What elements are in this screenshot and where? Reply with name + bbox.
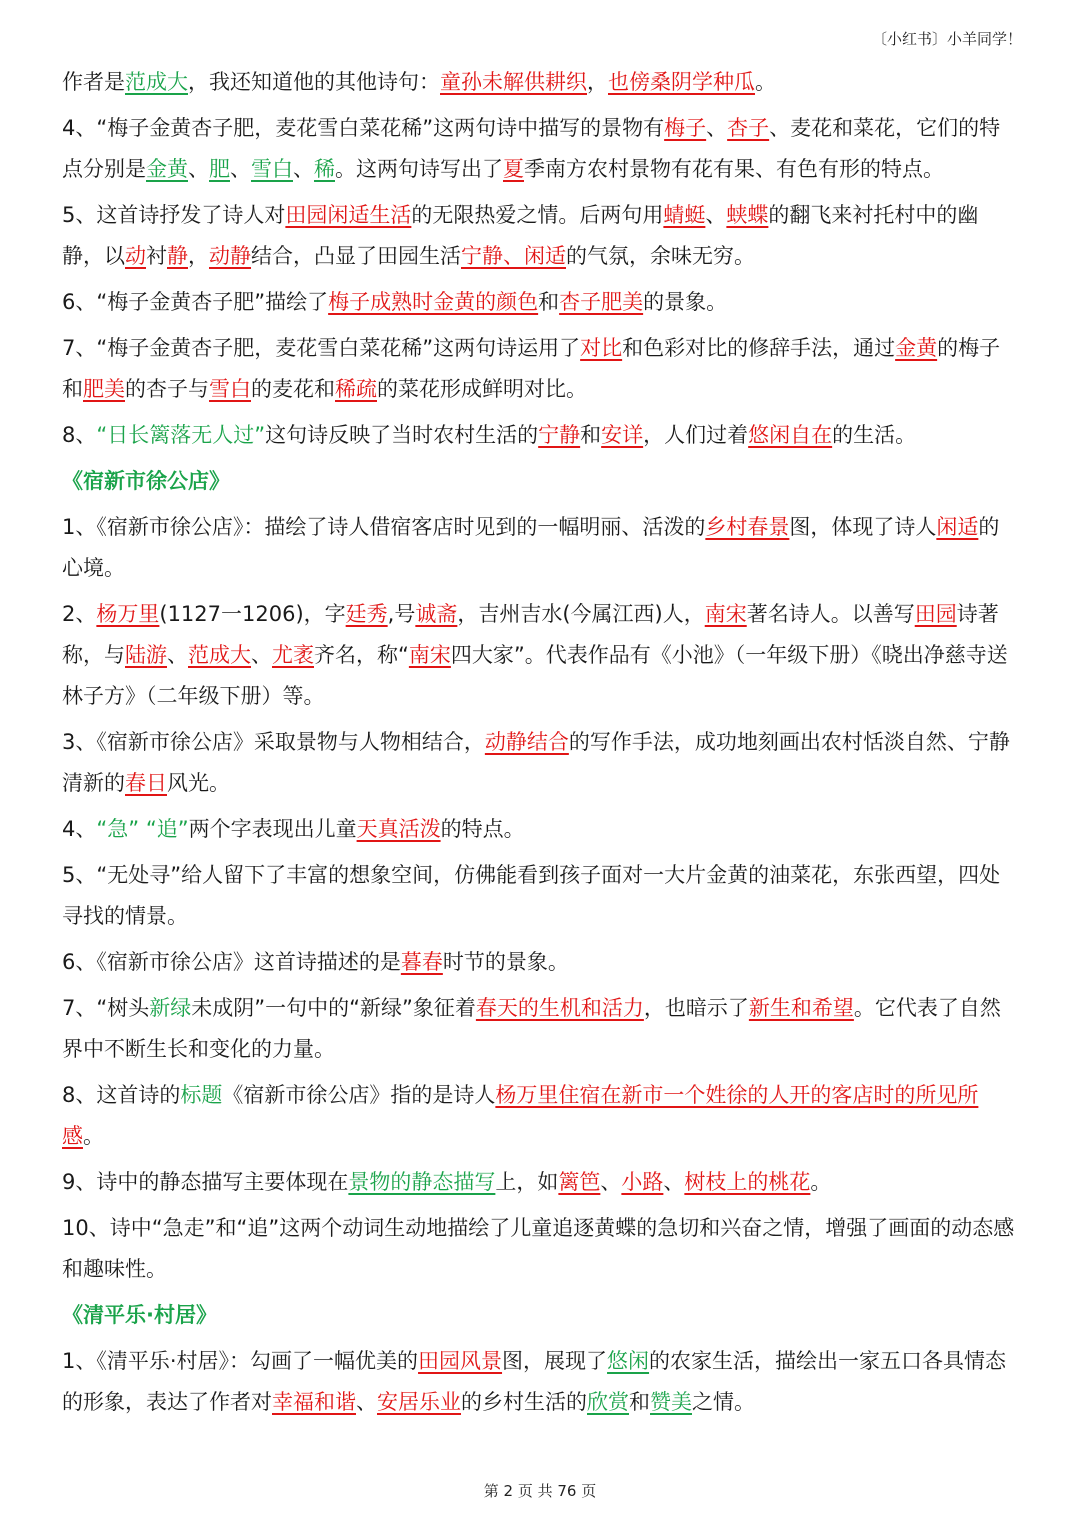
text-run [139, 817, 146, 841]
text-run: 季南方农村景物有花有果、有色有形的特点。 [524, 157, 944, 181]
text-run: 7、“树头 [62, 996, 150, 1020]
highlighted-answer: 杏子 [727, 116, 770, 140]
highlighted-answer: 动静 [209, 244, 251, 268]
text-run: 、 [167, 643, 188, 667]
text-run: 著名诗人。以善写 [746, 602, 915, 626]
highlighted-answer: 春日 [125, 771, 167, 795]
text-run: 《宿新市徐公店》指的是诗人 [222, 1083, 496, 1107]
text-run: ，我还知道他的其他诗句： [188, 70, 440, 94]
highlighted-answer: 闲适 [936, 515, 979, 539]
text-run: 结合，凸显了田园生活 [251, 244, 461, 268]
highlighted-answer: “日长篱落无人过” [96, 423, 266, 447]
text-run: 、 [356, 1390, 377, 1414]
paragraph [62, 62, 1018, 103]
highlighted-answer: 新生和希望 [748, 996, 854, 1020]
text-run: 和 [580, 423, 602, 447]
text-run: 的农家生活，描绘出一家五口各具情态的形象，表达了作者对 [62, 1349, 1007, 1414]
text-run: 5、这首诗抒发了诗人对 [62, 203, 286, 227]
text-run: 的生活。 [832, 423, 917, 447]
text-run: 。 [810, 1170, 832, 1194]
paragraph [62, 942, 1018, 983]
highlighted-answer: 篱笆 [558, 1170, 601, 1194]
paragraph [62, 1208, 1018, 1290]
highlighted-answer: 梅子 [664, 116, 707, 140]
text-run: 和 [629, 1390, 650, 1414]
text-run: 。它代表了自然界中不断生长和变化的力量。 [62, 996, 1001, 1061]
text-run: 、 [293, 157, 314, 181]
highlighted-answer: 景物的静态描写 [348, 1170, 496, 1194]
highlighted-answer: 天真活泼 [356, 817, 441, 841]
highlighted-answer: 陆游 [125, 643, 167, 667]
text-run: 衬 [146, 244, 167, 268]
text-run: 、 [705, 203, 727, 227]
paragraph [62, 415, 1018, 456]
paragraph [62, 282, 1018, 323]
highlighted-answer: 悠闲 [607, 1349, 650, 1373]
highlighted-answer: 蜻蜓 [663, 203, 706, 227]
text-run: 6、《宿新市徐公店》这首诗描述的是 [62, 950, 401, 974]
text-run: ， [587, 70, 608, 94]
text-run: 。 [83, 1124, 104, 1148]
paragraph [62, 809, 1018, 850]
text-run: 、 [600, 1170, 622, 1194]
highlighted-answer: 树枝上的桃花 [684, 1170, 811, 1194]
highlighted-answer: 金黄 [895, 336, 938, 360]
text-run: 6、“梅子金黄杏子肥”描绘了 [62, 290, 329, 314]
text-run: 的麦花和 [251, 377, 335, 401]
page-number: 第 2 页 共 76 页 [483, 1482, 597, 1500]
section-heading: 《宿新市徐公店》 [62, 469, 230, 493]
highlighted-answer: 杏子肥美 [559, 290, 644, 314]
text-run: 3、《宿新市徐公店》采取景物与人物相结合， [62, 730, 485, 754]
text-run: 的特点。 [440, 817, 525, 841]
text-run: 和色彩对比的修辞手法，通过 [622, 336, 896, 360]
text-run: 的菜花形成鲜明对比。 [377, 377, 587, 401]
highlighted-answer: 标题 [180, 1083, 223, 1107]
highlighted-answer: 尤袤 [272, 643, 314, 667]
text-run: 四大家”。代表作品有《小池》（一年级下册）《晓出净慈寺送林子方》（二年级下册）等。 [62, 643, 1008, 708]
highlighted-answer: 稀 [314, 157, 335, 181]
highlighted-answer: 新绿 [149, 996, 192, 1020]
highlighted-answer: 幸福和谐 [272, 1390, 356, 1414]
text-run: ，也暗示了 [643, 996, 749, 1020]
paragraph [62, 1341, 1018, 1423]
text-run: 7、“梅子金黄杏子肥，麦花雪白菜花稀”这两句诗运用了 [62, 336, 581, 360]
text-run: 风光。 [167, 771, 230, 795]
highlighted-answer: 雪白 [209, 377, 251, 401]
highlighted-answer: “追” [145, 817, 189, 841]
highlighted-answer: 动 [125, 244, 146, 268]
highlighted-answer: 诚斋 [415, 602, 458, 626]
paragraph [62, 855, 1018, 937]
highlighted-answer: 南宋 [408, 643, 451, 667]
paragraph [62, 988, 1018, 1070]
text-run: 、 [251, 643, 272, 667]
text-run: 之情。 [692, 1390, 755, 1414]
highlighted-answer: 南宋 [704, 602, 747, 626]
highlighted-answer: 廷秀 [345, 602, 388, 626]
text-run: 上，如 [495, 1170, 559, 1194]
document-body [62, 62, 1018, 1428]
text-run: 、 [230, 157, 251, 181]
highlighted-answer: “急” [96, 817, 140, 841]
text-run: 和 [538, 290, 560, 314]
text-run: 9、诗中的静态描写主要体现在 [62, 1170, 349, 1194]
paragraph [62, 195, 1018, 277]
highlighted-answer: 安详 [601, 423, 644, 447]
text-run: 1、《清平乐·村居》：勾画了一幅优美的 [62, 1349, 419, 1373]
highlighted-answer: 稀疏 [335, 377, 377, 401]
highlighted-answer: 静 [167, 244, 188, 268]
highlighted-answer: 动静结合 [484, 730, 569, 754]
text-run: ，人们过着 [643, 423, 749, 447]
highlighted-answer: 童孙未解供耕织 [440, 70, 587, 94]
text-run: 的心境。 [62, 515, 1000, 580]
text-run: 、麦花和菜花，它们的特点分别是 [62, 116, 1001, 181]
highlighted-answer: 赞美 [650, 1390, 692, 1414]
paragraph [62, 722, 1018, 804]
paragraph [62, 1075, 1018, 1157]
text-run: 的杏子与 [125, 377, 209, 401]
highlighted-answer: 田园 [914, 602, 957, 626]
text-run: 两个字表现出儿童 [188, 817, 357, 841]
highlighted-answer: 肥 [209, 157, 230, 181]
highlighted-answer: 杨万里住宿在新市一个姓徐的人开的客店时的所见所感 [62, 1083, 979, 1148]
paragraph [62, 328, 1018, 410]
text-run: 的翻飞来衬托村中的幽静，以 [62, 203, 979, 268]
text-run: 齐名，称“ [314, 643, 409, 667]
paragraph [62, 1162, 1018, 1203]
text-run: 诗著称，与 [62, 602, 999, 667]
text-run: 作者是 [62, 70, 125, 94]
text-run: 。这两句诗写出了 [335, 157, 503, 181]
text-run: 、 [706, 116, 728, 140]
text-run: 8、 [62, 423, 97, 447]
paragraph [62, 108, 1018, 190]
highlighted-answer: 杨万里 [96, 602, 160, 626]
highlighted-answer: 也傍桑阴学种瓜 [608, 70, 755, 94]
highlighted-answer: 小路 [621, 1170, 664, 1194]
text-run: 的乡村生活的 [461, 1390, 587, 1414]
text-run: 的景象。 [643, 290, 728, 314]
text-run: (1127一1206)，字 [159, 602, 346, 626]
highlighted-answer: 对比 [580, 336, 623, 360]
text-run: 、 [663, 1170, 685, 1194]
text-run: ,号 [387, 602, 416, 626]
highlighted-answer: 安居乐业 [377, 1390, 461, 1414]
header-note: 〔小红书〕小羊同学！ [871, 30, 1022, 48]
section-heading: 《清平乐·村居》 [62, 1303, 217, 1327]
highlighted-answer: 金黄 [146, 157, 188, 181]
text-run: 4、 [62, 817, 97, 841]
highlighted-answer: 田园风景 [418, 1349, 503, 1373]
text-run: 4、“梅子金黄杏子肥，麦花雪白菜花稀”这两句诗中描写的景物有 [62, 116, 665, 140]
paragraph [62, 507, 1018, 589]
text-run: 时节的景象。 [442, 950, 569, 974]
highlighted-answer: 暮春 [400, 950, 443, 974]
text-run: 、 [188, 157, 209, 181]
highlighted-answer: 蛱蝶 [726, 203, 769, 227]
text-run: 8、这首诗的 [62, 1083, 181, 1107]
highlighted-answer: 春天的生机和活力 [475, 996, 644, 1020]
highlighted-answer: 悠闲自在 [748, 423, 833, 447]
text-run: 2、 [62, 602, 97, 626]
text-run: 这句诗反映了当时农村生活的 [265, 423, 539, 447]
highlighted-answer: 雪白 [251, 157, 293, 181]
highlighted-answer: 范成大 [188, 643, 251, 667]
text-run: 5、“无处寻”给人留下了丰富的想象空间，仿佛能看到孩子面对一大片金黄的油菜花，东张西望，四处寻找的情景。 [62, 863, 1001, 928]
text-run: 的无限热爱之情。后两句用 [411, 203, 664, 227]
text-run: 的气氛，余味无穷。 [566, 244, 755, 268]
text-run: 未成阴”一句中的“新绿”象征着 [191, 996, 476, 1020]
highlighted-answer: 范成大 [125, 70, 188, 94]
highlighted-answer: 田园闲适生活 [285, 203, 412, 227]
text-run: 10、诗中“急走”和“追”这两个动词生动地描绘了儿童追逐黄蝶的急切和兴奋之情，增强了画面的动态感和趣味性。 [62, 1216, 1015, 1281]
text-run: ，吉州吉水(今属江西)人， [457, 602, 705, 626]
text-run: 1、《宿新市徐公店》：描绘了诗人借宿客店时见到的一幅明丽、活泼的 [62, 515, 706, 539]
highlighted-answer: 宁静、闲适 [461, 244, 566, 268]
highlighted-answer: 梅子成熟时金黄的颜色 [328, 290, 539, 314]
text-run: 图，体现了诗人 [789, 515, 937, 539]
text-run: 的写作手法，成功地刻画出农村恬淡自然、宁静清新的 [62, 730, 1010, 795]
highlighted-answer: 乡村春景 [705, 515, 790, 539]
highlighted-answer: 欣赏 [587, 1390, 629, 1414]
text-run: 图，展现了 [502, 1349, 608, 1373]
highlighted-answer: 肥美 [83, 377, 125, 401]
text-run: ， [188, 244, 209, 268]
highlighted-answer: 宁静 [538, 423, 581, 447]
paragraph [62, 594, 1018, 717]
highlighted-answer: 夏 [503, 157, 524, 181]
text-run: 。 [755, 70, 776, 94]
text-run: 的梅子和 [62, 336, 1001, 401]
